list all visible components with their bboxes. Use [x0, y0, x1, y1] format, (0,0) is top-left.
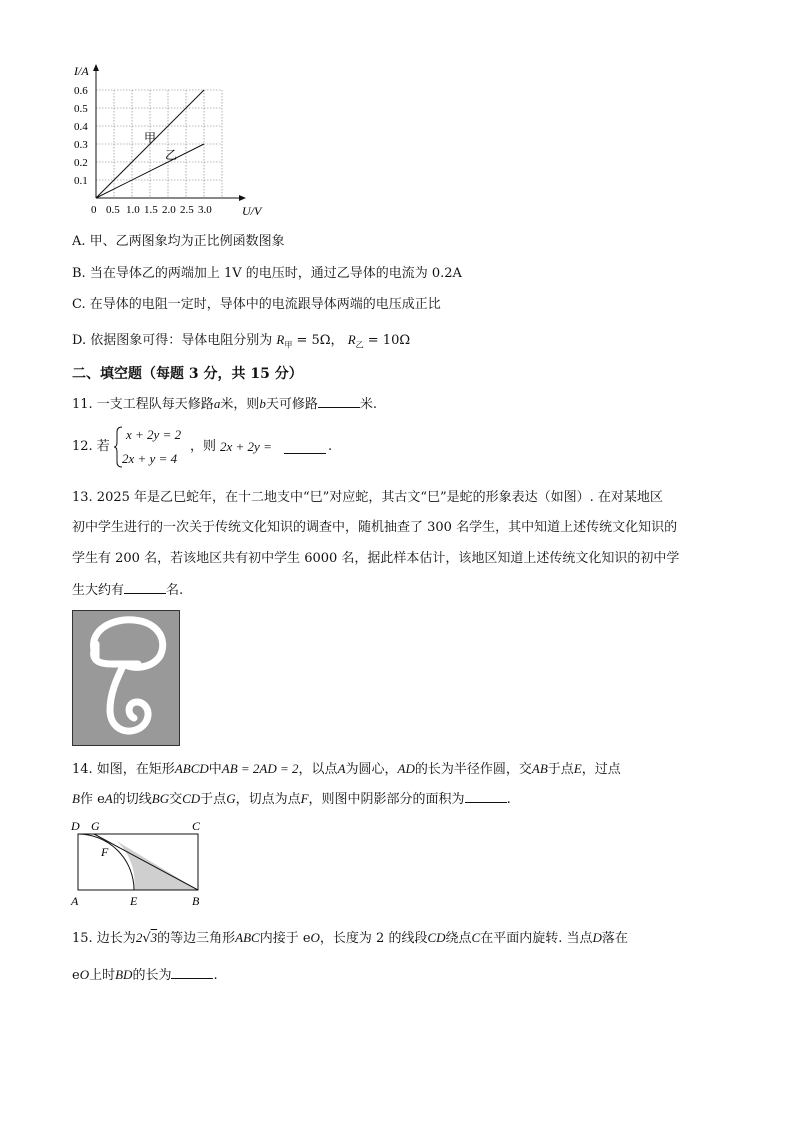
q14-text: 为圆心， — [345, 762, 398, 777]
q13-line: 13. 2025 年是乙巳蛇年，在十二地支中“巳”对应蛇，其古文“巳”是蛇的形象表达（如图）. 在对某地区 — [72, 490, 663, 505]
math-var: CD — [427, 930, 446, 945]
q15-text: 15. 边长为 — [72, 931, 136, 946]
math-var: BG — [151, 791, 170, 806]
q11-text: 米. — [359, 397, 377, 412]
q14-line — [72, 790, 511, 809]
q12-text: 12. 若 — [72, 439, 110, 454]
q14-text: 于点 — [547, 762, 574, 777]
resistance-symbol: R — [276, 332, 285, 347]
resistance-symbol: R — [347, 332, 356, 347]
y-tick-label: 0.1 — [74, 175, 88, 187]
q15-text: ，长度为 2 的线段 — [319, 931, 428, 946]
math-var: A — [337, 761, 346, 776]
sqrt-icon: √ — [142, 931, 151, 946]
snake-glyph-image — [72, 610, 180, 746]
x-tick-label: 1.0 — [126, 204, 140, 216]
q14-text: ，过点 — [581, 762, 621, 777]
math-var: AB — [531, 761, 548, 776]
q14-text: 作 e — [79, 792, 105, 807]
answer-blank — [124, 581, 166, 594]
graph-grid — [96, 90, 222, 197]
q13-text: 生大约有 — [72, 583, 125, 598]
q15-text: 的长为 — [132, 968, 172, 983]
math-var: CD — [182, 791, 201, 806]
answer-blank — [465, 790, 507, 803]
y-axis-label: I/A — [74, 64, 89, 78]
q14-text: 的切线 — [112, 792, 152, 807]
q11-text: 米，则 — [220, 397, 260, 412]
x-tick-label: 1.5 — [144, 204, 158, 216]
q14-text: 中 — [208, 762, 222, 777]
q14-text: 于点 — [200, 792, 227, 807]
q14-text: 交 — [169, 792, 183, 807]
q15-text: 内接于 e — [259, 931, 311, 946]
x-tick-label: 0 — [91, 204, 97, 216]
equation-2: 2x + y = 4 — [122, 451, 178, 466]
resistance-value: = 10Ω — [363, 333, 411, 348]
q11-text: 天可修路 — [265, 397, 318, 412]
resistance-subscript: 乙 — [355, 340, 364, 350]
math-expr: AB = 2AD = 2 — [221, 761, 299, 776]
q13-line — [72, 581, 183, 600]
math-number: 2 — [135, 930, 143, 945]
y-tick-label: 0.2 — [74, 157, 88, 169]
x-tick-label: 3.0 — [198, 204, 212, 216]
q15-line — [72, 929, 628, 948]
q14-text: ，以点 — [298, 762, 338, 777]
rectangle-figure — [68, 818, 218, 910]
x-tick-label: 0.5 — [106, 204, 120, 216]
option-c: C. 在导体的电阻一定时，导体中的电流跟导体两端的电压成正比 — [72, 297, 441, 312]
q15-line — [72, 966, 218, 985]
math-var: A — [104, 791, 113, 806]
q12-text: ，则 — [190, 439, 217, 454]
x-tick-label: 2.5 — [180, 204, 194, 216]
math-var: F — [300, 791, 309, 806]
q11-text: 11. 一支工程队每天修路 — [72, 397, 214, 412]
option-b: B. 当在导体乙的两端加上 1V 的电压时，通过乙导体的电流为 0.2A — [72, 266, 462, 281]
section-heading: 二、填空题（每题 3 分，共 15 分） — [72, 366, 303, 382]
point-label-e: E — [130, 894, 138, 908]
x-axis-arrow — [239, 195, 246, 201]
math-var: b — [259, 396, 266, 411]
q15-text: e — [72, 968, 80, 983]
q12-expression: 2x + 2y = — [220, 439, 272, 454]
point-label-g: G — [91, 819, 100, 833]
resistance-value: = 5Ω， — [292, 333, 344, 348]
y-tick-label: 0.5 — [74, 103, 88, 115]
math-var: AD — [397, 761, 415, 776]
q14-text: ，则图中阴影部分的面积为 — [308, 792, 465, 807]
y-tick-label: 0.4 — [74, 121, 88, 133]
math-var: O — [310, 930, 320, 945]
option-d — [72, 331, 410, 355]
y-axis-arrow — [93, 64, 99, 71]
q15-text: . — [213, 968, 218, 983]
answer-blank — [284, 441, 326, 454]
q13-text: 名. — [166, 583, 184, 598]
math-var: G — [226, 791, 236, 806]
resistance-subscript: 甲 — [284, 340, 293, 350]
answer-blank — [318, 395, 360, 408]
q14-text: ，切点为点 — [235, 792, 301, 807]
math-var: a — [213, 396, 221, 411]
option-d-text: D. 依据图象可得：导体电阻分别为 — [72, 333, 273, 348]
math-number: 3 — [150, 930, 158, 945]
q14-text: 14. 如图，在矩形 — [72, 762, 175, 777]
math-var: O — [79, 967, 90, 982]
point-label-d: D — [71, 819, 80, 833]
point-label-b: B — [192, 894, 200, 908]
q13-line: 初中学生进行的一次关于传统文化知识的调查中，随机抽查了 300 名学生，其中知道上述传统文化知识的 — [72, 520, 678, 535]
line-jia-label: 甲 — [144, 131, 157, 145]
q14-text: . — [506, 792, 511, 807]
equation-1: x + 2y = 2 — [126, 427, 182, 442]
math-var: B — [72, 791, 80, 806]
q13-line: 学生有 200 名，若该地区共有初中学生 6000 名，据此样本估计，该地区知道上述传统文化知识的初中学 — [72, 551, 680, 566]
point-label-c: C — [192, 819, 201, 833]
y-tick-label: 0.6 — [74, 85, 88, 97]
question-11 — [72, 395, 377, 414]
iu-graph — [60, 60, 280, 225]
math-var: C — [471, 930, 481, 945]
q15-text: 落在 — [601, 931, 628, 946]
answer-blank — [171, 966, 213, 979]
x-tick-label: 2.0 — [162, 204, 176, 216]
math-var: BD — [115, 967, 133, 982]
q12-text: . — [328, 439, 333, 454]
math-var: ABC — [235, 930, 260, 945]
y-tick-label: 0.3 — [74, 139, 88, 151]
q14-line — [72, 760, 621, 779]
q15-text: 上时 — [89, 968, 116, 983]
x-axis-label: U/V — [242, 204, 262, 218]
point-label-a: A — [71, 894, 79, 908]
math-var: E — [573, 761, 582, 776]
q15-text: 绕点 — [445, 931, 472, 946]
q15-text: 的等边三角形 — [157, 931, 236, 946]
line-yi-label: 乙 — [165, 148, 178, 162]
q15-text: 在平面内旋转. 当点 — [480, 931, 593, 946]
math-var: ABCD — [174, 761, 209, 776]
arc-de — [78, 834, 134, 890]
math-var: D — [592, 930, 602, 945]
option-a: A. 甲、乙两图象均为正比例函数图象 — [72, 234, 285, 249]
q14-text: 的长为半径作圆，交 — [414, 762, 532, 777]
point-label-f: F — [101, 845, 109, 859]
